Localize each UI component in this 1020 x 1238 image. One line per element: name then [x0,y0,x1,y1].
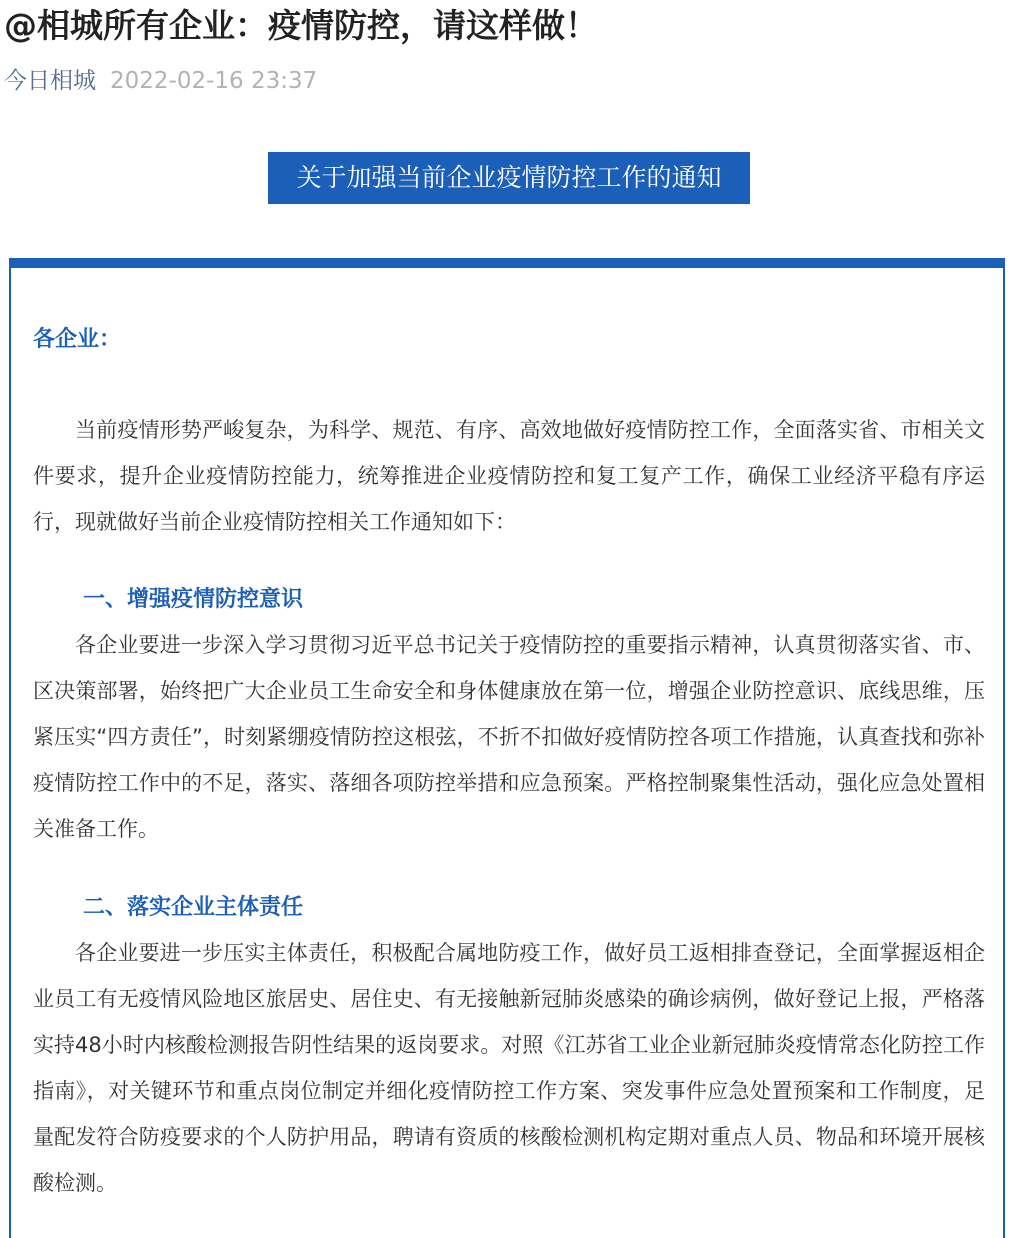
account-name-link[interactable]: 今日相城 [4,68,96,94]
section-body-2: 各企业要进一步压实主体责任，积极配合属地防疫工作，做好员工返相排查登记，全面掌握返相企业员工有无疫情风险地区旅居史、居住史、有无接触新冠肺炎感染的确诊病例，做好登记上报，严格落实持48小时内核酸检测报告阴性结果的返岗要求。对照《江苏省工业企业新冠肺炎疫情常态化防控工作指南》，对关键环节和重点岗位制定并细化疫情防控工作方案、突发事件应急处置预案和工作制度，足量配发符合防疫要求的个人防护用品，聘请有资质的核酸检测机构定期对重点人员、物品和环境开展核酸检测。 [33,941,985,1195]
article-meta [4,64,317,98]
section-body-1: 各企业要进一步深入学习贯彻习近平总书记关于疫情防控的重要指示精神，认真贯彻落实省、市、区决策部署，始终把广大企业员工生命安全和身体健康放在第一位，增强企业防控意识、底线思维，压紧压实“四方责任”，时刻紧绷疫情防控这根弦，不折不扣做好疫情防控各项工作措施，认真查找和弥补疫情防控工作中的不足，落实、落细各项防控举措和应急预案。严格控制聚集性活动，强化应急处置相关准备工作。 [33,633,985,841]
intro-paragraph: 当前疫情形势严峻复杂，为科学、规范、有序、高效地做好疫情防控工作，全面落实省、市相关文件要求，提升企业疫情防控能力，统筹推进企业疫情防控和复工复产工作，确保工业经济平稳有序运行，现就做好当前企业疫情防控相关工作通知如下： [33,418,985,534]
notice-salutation: 各企业： [33,327,122,352]
publish-time: 2022-02-16 23:37 [110,68,318,94]
notice-banner-title: 关于加强当前企业疫情防控工作的通知 [268,152,750,204]
article-title: @相城所有企业：疫情防控，请这样做！ [4,6,598,45]
section-heading-1: 一、增强疫情防控意识 [83,587,304,612]
section-heading-2: 二、落实企业主体责任 [83,895,304,920]
